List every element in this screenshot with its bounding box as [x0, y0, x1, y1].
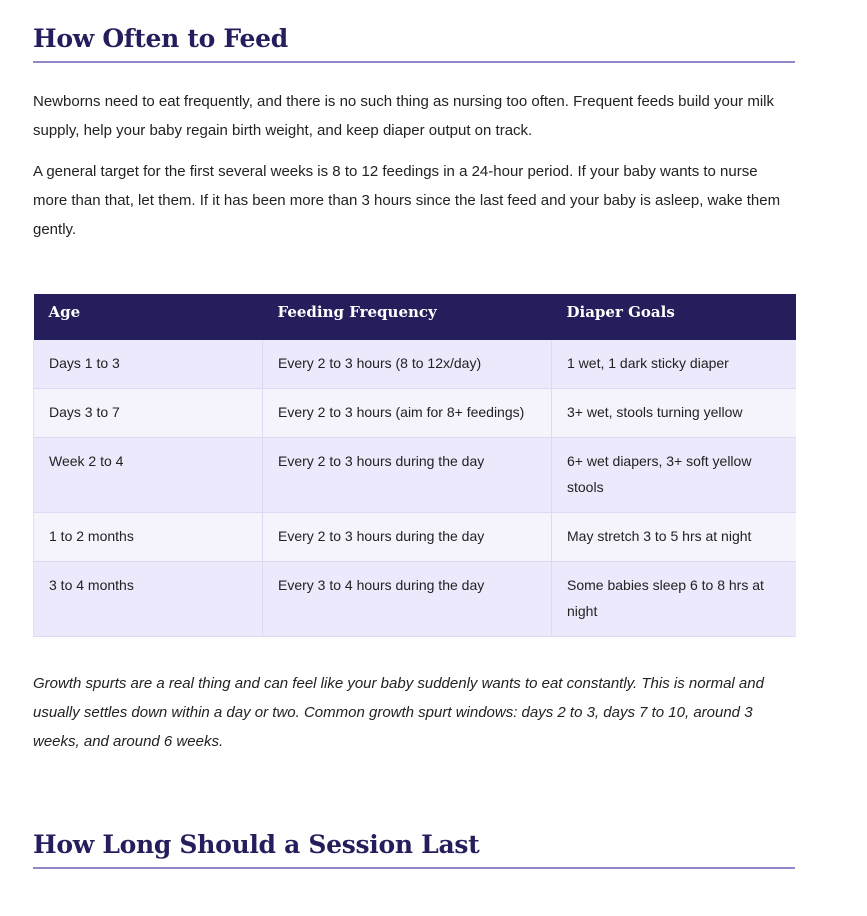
table-row [34, 389, 796, 438]
feeding-schedule-table [33, 294, 796, 637]
cell-diaper: 1 wet, 1 dark sticky diaper [552, 340, 796, 389]
table-row [34, 513, 796, 562]
table-row [34, 340, 796, 389]
target-paragraph: A general target for the first several weeks is 8 to 12 feedings in a 24-hour period. If your baby wants to nurse more than that, let them. If it has been more than 3 hours since the last feed and your baby is asleep, wake them gently. [33, 163, 781, 238]
intro-paragraph: Newborns need to eat frequently, and there is no such thing as nursing too often. Frequent feeds build your milk supply, help your baby regain birth weight, and keep diaper output on track. [33, 93, 774, 139]
cell-diaper: 6+ wet diapers, 3+ soft yellow stools [552, 438, 796, 513]
section-title-session-length: How Long Should a Session Last [33, 830, 795, 869]
section-title-how-often: How Often to Feed [33, 24, 795, 63]
cell-diaper: Some babies sleep 6 to 8 hrs at night [552, 562, 796, 637]
cell-frequency: Every 2 to 3 hours (aim for 8+ feedings) [263, 389, 552, 438]
cell-age: Days 1 to 3 [34, 340, 263, 389]
cell-frequency: Every 2 to 3 hours during the day [263, 513, 552, 562]
header-feeding-frequency: Feeding Frequency [263, 294, 552, 340]
cell-age: Week 2 to 4 [34, 438, 263, 513]
table-header-row [34, 294, 796, 340]
header-diaper-goals: Diaper Goals [552, 294, 796, 340]
cell-age: 1 to 2 months [34, 513, 263, 562]
table-row [34, 562, 796, 637]
article [33, 0, 795, 869]
growth-spurt-note: Growth spurts are a real thing and can feel like your baby suddenly wants to eat constantly. This is normal and usually settles down within a day or two. Common growth spurt windows: days 2 to 3, days 7 to 10, around 3 weeks, and around 6 weeks. [33, 675, 764, 750]
cell-diaper: May stretch 3 to 5 hrs at night [552, 513, 796, 562]
cell-age: Days 3 to 7 [34, 389, 263, 438]
cell-diaper: 3+ wet, stools turning yellow [552, 389, 796, 438]
cell-frequency: Every 3 to 4 hours during the day [263, 562, 552, 637]
cell-frequency: Every 2 to 3 hours (8 to 12x/day) [263, 340, 552, 389]
cell-frequency: Every 2 to 3 hours during the day [263, 438, 552, 513]
cell-age: 3 to 4 months [34, 562, 263, 637]
table-row [34, 438, 796, 513]
header-age: Age [34, 294, 263, 340]
